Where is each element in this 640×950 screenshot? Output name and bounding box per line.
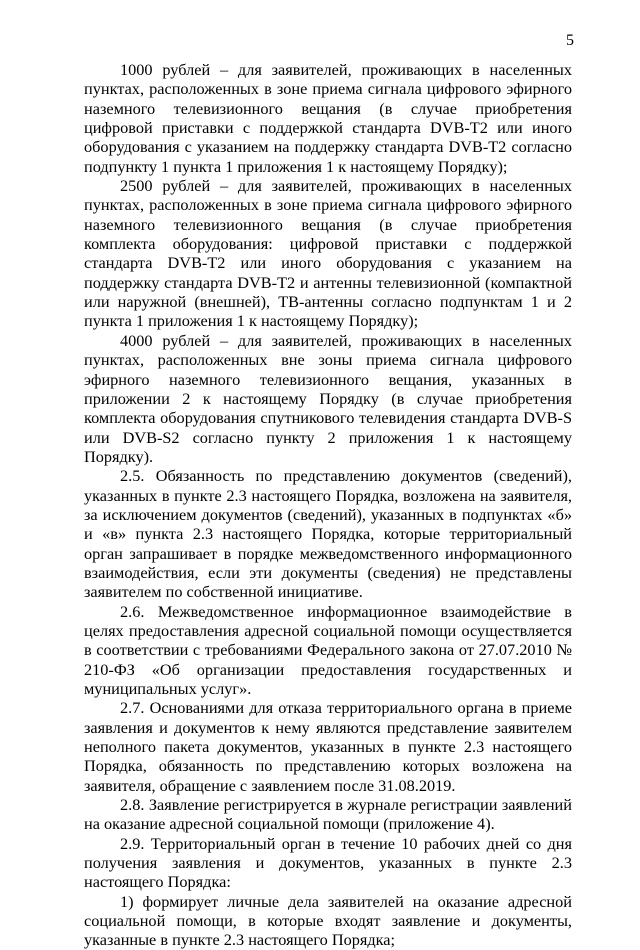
paragraph-2-8: 2.8. Заявление регистрируется в журнале регистрации заявлений на оказание адресной социальной помощи (приложение 4). <box>84 795 572 834</box>
document-body <box>84 60 572 950</box>
paragraph-2-7: 2.7. Основаниями для отказа территориального органа в приеме заявления и документов к нему являются представление заявителем неполного пакета документов, указанных в пункте 2.3 настоящего Порядка, обязанность по представлению которых возложена на заявителя, обращение с заявлением после 31.08.2019. <box>84 698 572 795</box>
paragraph-2-9-item-1: 1) формирует личные дела заявителей на оказание адресной социальной помощи, в которые входят заявление и документы, указанные в пункте 2.3 настоящего Порядка; <box>84 891 572 950</box>
paragraph-2-6: 2.6. Межведомственное информационное взаимодействие в целях предоставления адресной социальной помощи осуществляется в соответствии с требованиями Федерального закона от 27.07.2010 № 210-ФЗ «Об организации предоставления государственных и муниципальных услуг». <box>84 601 572 698</box>
paragraph-2500-rub: 2500 рублей – для заявителей, проживающих в населенных пунктах, расположенных в зоне приема сигнала цифрового эфирного наземного телевизионного вещания (в случае приобретения комплекта оборудования: цифровой приставки с поддержкой стандарта DVB-T2 или иного оборудования с указанием на поддержку стандарта DVB-T2 и антенны телевизионной (компактной или наружной (внешней), ТВ-антенны согласно подпунктам 1 и 2 пункта 1 приложения 1 к настоящему Порядку); <box>84 176 572 331</box>
paragraph-2-9: 2.9. Территориальный орган в течение 10 рабочих дней со дня получения заявления и документов, указанных в пункте 2.3 настоящего Порядка: <box>84 833 572 892</box>
paragraph-1000-rub: 1000 рублей – для заявителей, проживающих в населенных пунктах, расположенных в зоне приема сигнала цифрового эфирного наземного телевизионного вещания (в случае приобретения цифровой приставки с поддержкой стандарта DVB-T2 или иного оборудования с указанием на поддержку стандарта DVB-T2 согласно подпункту 1 пункта 1 приложения 1 к настоящему Порядку); <box>84 60 572 176</box>
paragraph-2-5: 2.5. Обязанность по представлению документов (сведений), указанных в пункте 2.3 настоящего Порядка, возложена на заявителя, за исключением документов (сведений), указанных в подпунктах «б» и «в» пункта 2.3 настоящего Порядка, которые территориальный орган запрашивает в порядке межведомственного информационного взаимодействия, если эти документы (сведения) не представлены заявителем по собственной инициативе. <box>84 466 572 602</box>
page-number: 5 <box>566 32 574 49</box>
paragraph-4000-rub: 4000 рублей – для заявителей, проживающих в населенных пунктах, расположенных вне зоны приема сигнала цифрового эфирного наземного телевизионного вещания, указанных в приложении 2 к настоящему Порядку (в случае приобретения комплекта оборудования спутникового телевидения стандарта DVB-S или DVB-S2 согласно пункту 2 приложения 1 к настоящему Порядку). <box>84 330 572 466</box>
